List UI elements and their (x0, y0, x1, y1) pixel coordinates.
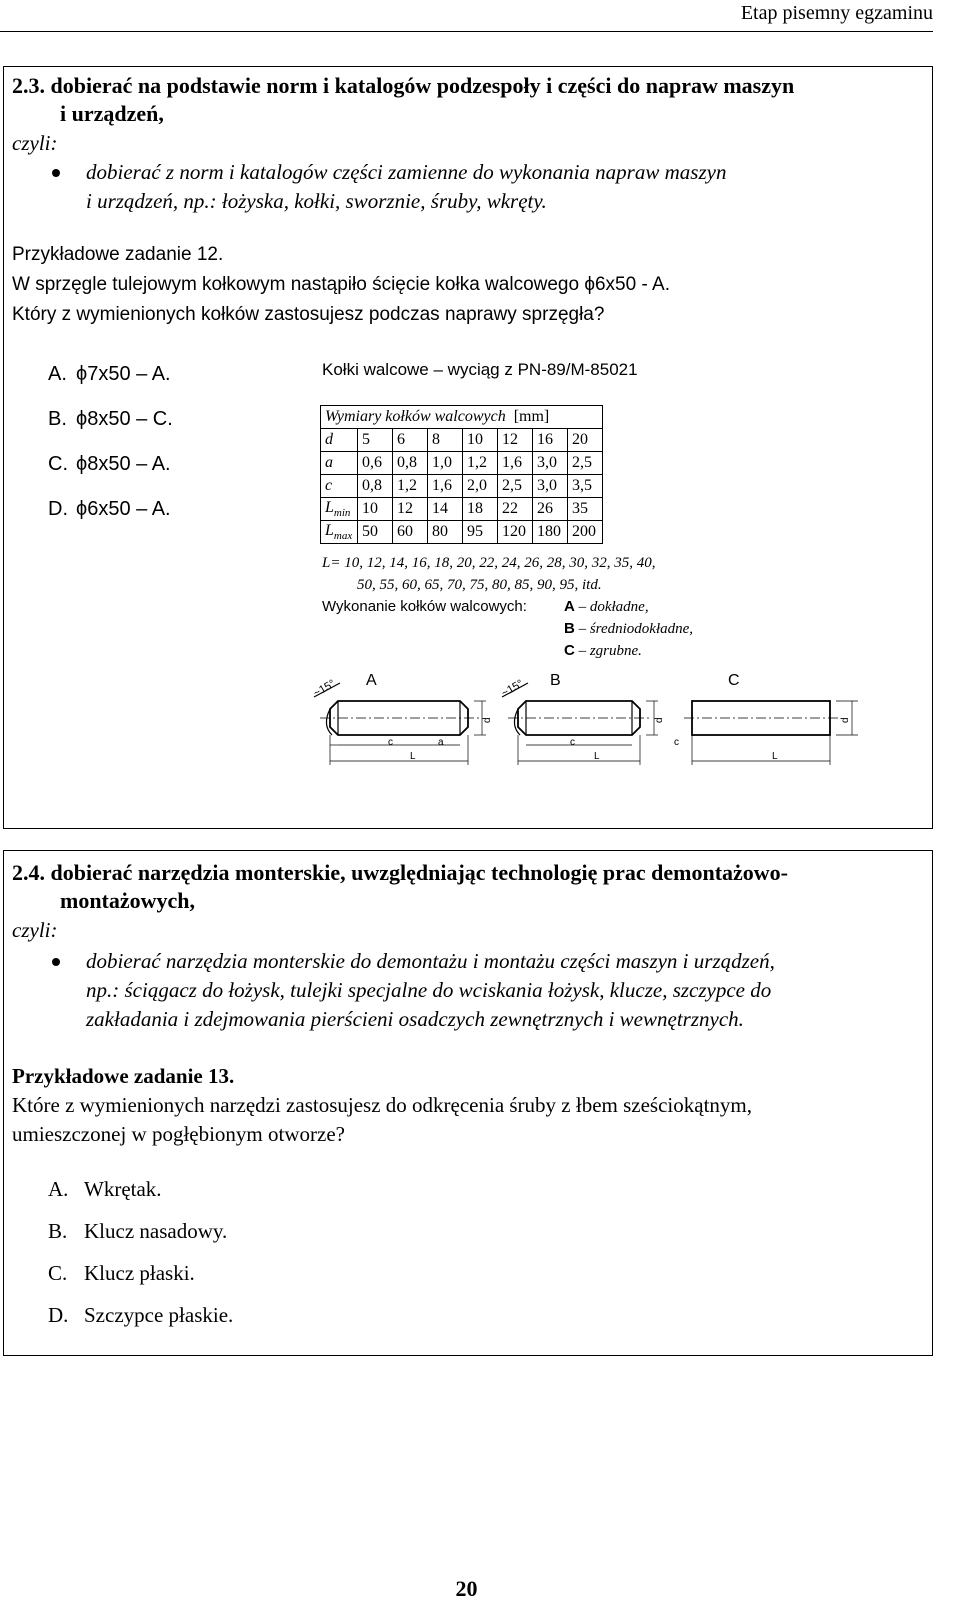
angle-label-a: ~15° (311, 677, 338, 700)
lengths-note-line1: L= 10, 12, 14, 16, 18, 20, 22, 24, 26, 28, 30, 32, 35, 40, (322, 555, 656, 571)
table-title: Kołki walcowe – wyciąg z PN-89/M-85021 (322, 360, 638, 379)
pin-drawing (310, 665, 870, 785)
pin-a-label: A (366, 672, 377, 689)
l-label-a: L (410, 751, 416, 762)
page-number: 20 (455, 1576, 478, 1601)
l-label-c: L (772, 751, 778, 762)
task-12-title: Przykładowe zadanie 12. (12, 244, 224, 265)
execution-label: Wykonanie kołków walcowych: (322, 598, 527, 615)
task-12-line2: Który z wymienionych kołków zastosujesz podczas naprawy sprzęgła? (12, 304, 605, 325)
czyli-label: czyli: (12, 918, 58, 942)
pin-c-drawing (684, 701, 858, 765)
table-row: $L_{max}$ 50 60 80 95 120 180 200 (321, 521, 603, 544)
c-label-b1: c (570, 737, 575, 748)
table-row: c 0,8 1,2 1,6 2,0 2,5 3,0 3,5 (321, 475, 603, 498)
answer-b: B. Klucz nasadowy. (48, 1219, 228, 1243)
task-13-title: Przykładowe zadanie 13. (12, 1064, 235, 1088)
czyli-label: czyli: (12, 131, 58, 155)
d-label-b: d (654, 717, 665, 723)
c-label-a: c (388, 737, 393, 748)
section-2-4-heading-line1: 2.4. dobierać narzędzia monterskie, uwzględniając technologię prac demontażowo- (12, 860, 788, 885)
answer-a: A. Wkrętak. (48, 1177, 162, 1201)
bullet-text-line3: zakładania i zdejmowania pierścieni osadczych zewnętrznych i wewnętrznych. (86, 1007, 744, 1031)
section-2-3-heading-line1: 2.3. dobierać na podstawie norm i katalogów podzespoły i części do napraw maszyn (12, 73, 795, 98)
task-12-line1: W sprzęgle tulejowym kołkowym nastąpiło ścięcie kołka walcowego ϕ6x50 - A. (12, 274, 670, 295)
answer-b: B. ϕ8x50 – C. (48, 408, 173, 430)
bullet-icon (52, 958, 60, 966)
l-label-b: L (594, 751, 600, 762)
angle-label-b: ~15° (499, 677, 526, 700)
bullet-text-line1: dobierać z norm i katalogów części zamienne do wykonania napraw maszyn (86, 160, 727, 184)
pin-c-label: C (728, 672, 740, 689)
task-13-line2: umieszczonej w pogłębionym otworze? (12, 1122, 345, 1146)
pin-b-drawing (502, 683, 658, 765)
execution-item-c: C – zgrubne. (564, 642, 642, 659)
execution-item-b: B – średniodokładne, (564, 620, 694, 637)
answer-a: A. ϕ7x50 – A. (48, 363, 171, 385)
answer-d: D. ϕ6x50 – A. (48, 498, 171, 520)
bullet-text-line2: i urządzeń, np.: łożyska, kołki, sworznie, śruby, wkręty. (86, 189, 547, 213)
answer-c: C. Klucz płaski. (48, 1261, 195, 1285)
pin-a-drawing (314, 683, 486, 765)
answer-c: C. ϕ8x50 – A. (48, 453, 171, 475)
table-row: d 5 6 8 10 12 16 20 (321, 429, 603, 452)
table-header-cell: Wymiary kołków walcowych [mm] (321, 406, 603, 429)
d-label-a: d (482, 717, 493, 723)
a-label-a: a (438, 737, 444, 748)
page-header: Etap pisemny egzaminu (740, 2, 933, 24)
pin-b-label: B (550, 672, 561, 689)
lengths-note-line2: 50, 55, 60, 65, 70, 75, 80, 85, 90, 95, itd. (357, 577, 602, 593)
table-header-row (321, 406, 603, 429)
d-label-c: d (840, 717, 851, 723)
section-2-3-heading-line2: i urządzeń, (60, 101, 164, 126)
answer-d: D. Szczypce płaskie. (48, 1303, 234, 1327)
dimensions-table (320, 405, 603, 544)
table-row: a 0,6 0,8 1,0 1,2 1,6 3,0 2,5 (321, 452, 603, 475)
task-13-line1: Które z wymienionych narzędzi zastosujesz do odkręcenia śruby z łbem sześciokątnym, (12, 1093, 752, 1117)
table-row: $L_{min}$ 10 12 14 18 22 26 35 (321, 498, 603, 521)
header-rule (0, 31, 933, 32)
execution-item-a: A – dokładne, (564, 598, 649, 615)
section-2-4-heading-line2: montażowych, (60, 888, 196, 913)
bullet-icon (52, 169, 60, 177)
c-label-b2: c (674, 737, 679, 748)
bullet-text-line2: np.: ściągacz do łożysk, tulejki specjalne do wciskania łożysk, klucze, szczypce do (86, 978, 772, 1002)
bullet-text-line1: dobierać narzędzia monterskie do demontażu i montażu części maszyn i urządzeń, (86, 949, 775, 973)
